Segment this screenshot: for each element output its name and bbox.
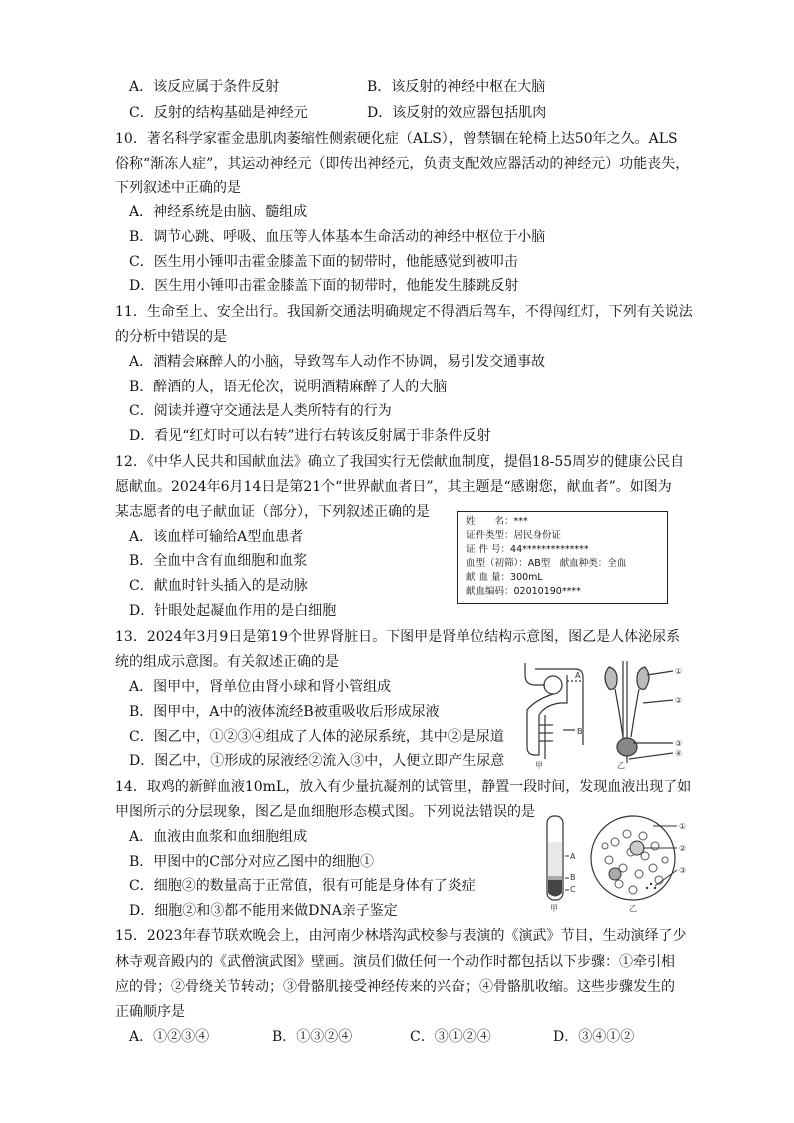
q13-label-1: ① <box>675 667 683 676</box>
q12-option-a: A．该血样可输给A型血患者 <box>129 529 304 545</box>
q10-stem-line2: 俗称“渐冻人症”，其运动神经元（即传出神经元，负责支配效应器活动的神经元）功能丧失， <box>115 156 690 172</box>
q14-label-a: A <box>570 852 576 861</box>
q11-stem-line2: 的分析中错误的是 <box>115 329 227 345</box>
q15-stem-line3: 应的骨；②骨绕关节转动；③骨骼肌接受神经传来的兴奋；④骨骼肌收缩。这些步骤发生的 <box>115 979 675 995</box>
urinary-system-diagram <box>605 661 673 763</box>
q15-stem-line1: 15．2023年春节联欢晚会上，由河南少林塔沟武校参与表演的《演武》节目，生动演绎了少 <box>115 928 687 944</box>
q13-label-a: A <box>575 671 581 680</box>
q10-option-d: D．医生用小锤叩击霍金膝盖下面的韧带时，他能发生膝跳反射 <box>129 278 519 294</box>
q14-option-b: B．甲图中的C部分对应乙图中的细胞① <box>129 854 374 870</box>
q15-stem-line4: 正确顺序是 <box>115 1004 185 1020</box>
q11-option-b: B．醉酒的人，语无伦次，说明酒精麻醉了人的大脑 <box>129 379 448 395</box>
q13-stem-line2: 统的组成示意图。有关叙述正确的是 <box>115 654 339 670</box>
q14-option-a: A．血液由血浆和血细胞组成 <box>129 829 308 845</box>
q14-label-2: ② <box>679 844 687 853</box>
blood-smear-diagram <box>591 816 677 900</box>
q13-option-a: A．图甲中，肾单位由肾小球和肾小管组成 <box>129 679 392 695</box>
cert-name: 姓 名：*** <box>466 516 528 527</box>
q9-option-b: B．该反射的神经中枢在大脑 <box>367 79 546 95</box>
q14-stem-line1: 14．取鸡的新鲜血液10mL，放入有少量抗凝剂的试管里，静置一段时间，发现血液出现了如 <box>115 779 692 795</box>
q10-stem-line3: 下列叙述中正确的是 <box>115 180 241 196</box>
q13-option-b: B．图甲中，A中的液体流经B被重吸收后形成尿液 <box>129 704 440 720</box>
q13-option-d: D．图乙中，①形成的尿液经②流入③中，人便立即产生尿意 <box>129 753 505 769</box>
q13-figure <box>505 655 690 770</box>
q13-caption-yi: 乙 <box>617 761 625 770</box>
q11-option-a: A．酒精会麻醉人的小脑，导致驾车人动作不协调，易引发交通事故 <box>129 354 546 370</box>
q13-caption-jia: 甲 <box>535 761 543 770</box>
q14-option-d: D．细胞②和③都不能用来做DNA亲子鉴定 <box>129 903 398 919</box>
q12-stem-line3: 某志愿者的电子献血证（部分），下列叙述正确的是 <box>115 504 430 520</box>
q10-option-c: C．医生用小锤叩击霍金膝盖下面的韧带时，他能感觉到被叩击 <box>129 254 518 270</box>
q15-option-c: C．③①②④ <box>410 1029 491 1045</box>
q15-stem-line2: 林寺观音殿内的《武僧演武图》壁画。演员们做任何一个动作时都包括以下步骤：①牵引相 <box>115 954 675 970</box>
cert-id-type: 证件类型：居民身份证 <box>466 530 562 541</box>
q10-stem-line1: 10．著名科学家霍金患肌肉萎缩性侧索硬化症（ALS），曾禁锢在轮椅上达50年之久。ALS <box>115 131 678 147</box>
q14-stem-line2: 甲图所示的分层现象，图乙是血细胞形态模式图。下列说法错误的是 <box>115 804 535 820</box>
cert-blood-type: 血型（初筛）：AB型 献血种类：全血 <box>466 558 627 569</box>
q9-option-c: C．反射的结构基础是神经元 <box>129 105 308 121</box>
q14-figure <box>535 812 690 914</box>
q12-stem-line2: 愿献血。2024年6月14日是第21个“世界献血者日”，其主题是“感谢您，献血者”。如图为 <box>115 479 672 495</box>
q9-option-a: A．该反应属于条件反射 <box>129 79 280 95</box>
q15-option-b: B．①③②④ <box>272 1029 353 1045</box>
q14-label-c: C <box>570 885 576 894</box>
q11-option-d: D．看见“红灯时可以右转”进行右转该反射属于非条件反射 <box>129 428 491 444</box>
q13-option-c: C．图乙中，①②③④组成了人体的泌尿系统，其中②是尿道 <box>129 729 504 745</box>
cert-id-number: 证 件 号：44************** <box>466 544 589 555</box>
q15-option-d: D．③④①② <box>553 1029 635 1045</box>
q14-caption-yi: 乙 <box>629 904 637 913</box>
q11-stem-line1: 11．生命至上、安全出行。我国新交通法明确规定不得酒后驾车，不得闯红灯，下列有关说法 <box>115 304 693 320</box>
test-tube-diagram <box>547 816 569 900</box>
q12-option-b: B．全血中含有血细胞和血浆 <box>129 553 308 569</box>
q13-label-b: B <box>577 727 583 736</box>
q14-option-c: C．细胞②的数量高于正常值，很有可能是身体有了炎症 <box>129 878 476 894</box>
cert-code: 献血编码：02010190**** <box>466 586 581 597</box>
q12-option-d: D．针眼处起凝血作用的是白细胞 <box>129 603 337 619</box>
q10-option-b: B．调节心跳、呼吸、血压等人体基本生命活动的神经中枢位于小脑 <box>129 229 546 245</box>
q13-stem-line1: 13．2024年3月9日是第19个世界肾脏日。下图甲是肾单位结构示意图，图乙是人体泌尿系 <box>115 629 681 645</box>
blood-donation-certificate <box>457 511 668 604</box>
q12-stem-line1: 12．《中华人民共和国献血法》确立了我国实行无偿献血制度，提倡18-55周岁的健康公民自 <box>115 454 685 470</box>
q14-label-3: ③ <box>679 866 687 875</box>
q13-label-3: ③ <box>675 739 683 748</box>
q14-label-1: ① <box>679 822 687 831</box>
q10-option-a: A．神经系统是由脑、髓组成 <box>129 204 308 220</box>
q14-caption-jia: 甲 <box>550 904 558 913</box>
q9-option-d: D．该反射的效应器包括肌肉 <box>367 105 547 121</box>
q15-option-a: A．①②③④ <box>129 1029 210 1045</box>
q12-option-c: C．献血时针头插入的是动脉 <box>129 578 308 594</box>
q13-label-4: ④ <box>675 749 683 758</box>
q13-label-2: ② <box>675 696 683 705</box>
q14-label-b: B <box>570 873 576 882</box>
cert-volume: 献 血 量：300mL <box>466 572 543 583</box>
q11-option-c: C．阅读并遵守交通法是人类所特有的行为 <box>129 403 392 419</box>
